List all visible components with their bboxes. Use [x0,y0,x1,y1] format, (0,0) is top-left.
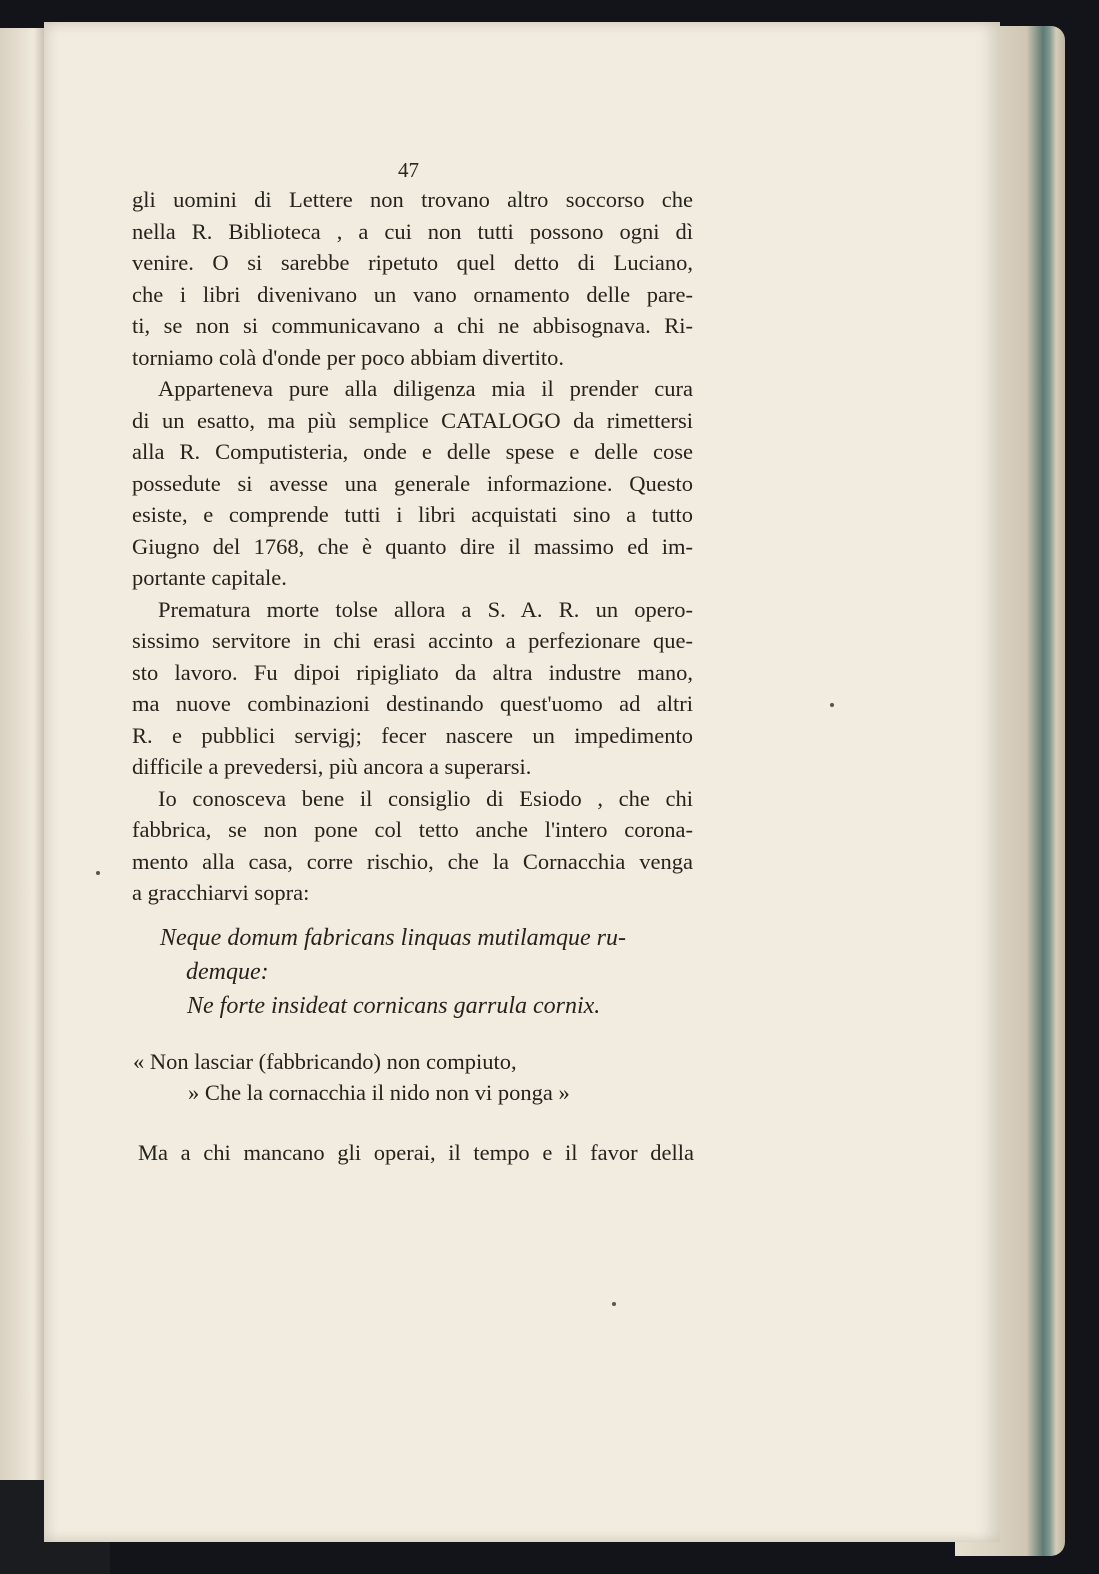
text-line: difficile a prevedersi, più ancora a superarsi. [132,754,532,779]
text-line: portante capitale. [132,565,287,590]
verse-line: demque: [186,959,269,985]
text-line: sto lavoro. Fu dipoi ripigliato da altra industre mano, [132,659,693,685]
text-line: Prematura morte tolse allora a S. A. R. un opero- [158,596,693,622]
text-line: nella R. Biblioteca , a cui non tutti possono ogni dì [132,218,693,244]
text-line: esiste, e comprende tutti i libri acquistati sino a tutto [132,502,693,527]
text-line: ti, se non si communicavano a chi ne abbisognava. Ri- [132,313,693,338]
paper-speck [612,1302,616,1306]
text-line: R. e pubblici servigj; fecer nascere un impedimento [132,722,693,748]
final-text-line: Ma a chi mancano gli operai, il tempo e il favor della [138,1140,694,1165]
verse-translation [133,1046,693,1108]
text-line: di un esatto, ma più semplice CATALOGO da rimettersi [132,407,693,433]
text-line: che i libri divenivano un vano ornamento delle pare- [132,281,693,307]
text-line: mento alla casa, corre rischio, che la Cornacchia venga [132,848,693,874]
main-paragraphs [132,184,693,909]
translation-line: « Non lasciar (fabbricando) non compiuto, [133,1049,517,1074]
text-line: fabbrica, se non pone col tetto anche l'intero corona- [132,817,693,842]
latin-verse-quote [160,921,700,1023]
paper-speck [830,703,834,707]
text-line: ma nuove combinazioni destinando quest'uomo ad altri [132,691,693,716]
text-line: sissimo servitore in chi erasi accinto a perfezionare que- [132,628,693,653]
text-line: Giugno del 1768, che è quanto dire il massimo ed im- [132,533,693,559]
left-page-edge [0,28,49,1538]
text-line: venire. O si sarebbe ripetuto quel detto di Luciano, [132,250,693,275]
page-number: 47 [398,158,419,182]
text-line: a gracchiarvi sopra: [132,880,310,905]
verse-line: Ne forte insideat cornicans garrula cornix. [187,993,601,1019]
text-line: possedute si avesse una generale informazione. Questo [132,470,693,496]
text-line: Io conosceva bene il consiglio di Esiodo , che chi [158,785,693,811]
text-line: alla R. Computisteria, onde e delle spese e delle cose [132,439,693,464]
text-line: Apparteneva pure alla diligenza mia il prender cura [158,376,693,401]
translation-line: » Che la cornacchia il nido non vi ponga » [188,1080,570,1105]
text-line: gli uomini di Lettere non trovano altro soccorso che [132,187,693,212]
verse-line: Neque domum fabricans linquas mutilamque ru- [160,925,626,951]
paper-speck [96,871,100,875]
text-line: torniamo colà d'onde per poco abbiam divertito. [132,344,565,370]
